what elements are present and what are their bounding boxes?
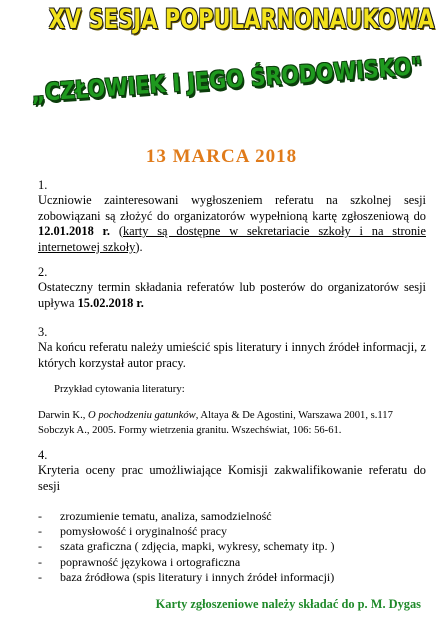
section-text: Uczniowie zainteresowani wygłoszeniem referatu na szkolnej sesji zobowiązani są złożyć do organizatorów wypełnioną kartę zgłoszeniową do	[38, 193, 426, 223]
citation-example-title: Przykład cytowania literatury:	[54, 383, 185, 395]
list-item: - baza źródłowa (spis literatury i innych źródeł informacji)	[38, 570, 334, 585]
criteria-list	[38, 509, 334, 585]
availability-note: karty są dostępne w sekretariacie szkoły i na stronie internetowej szkoły	[38, 224, 426, 254]
section-text: Kryteria oceny prac umożliwiające Komisji zakwalifikowanie referatu do sesji	[38, 463, 426, 493]
section-3	[38, 325, 426, 371]
section-number: 1.	[38, 178, 48, 192]
section-number: 3.	[38, 325, 48, 339]
event-title: XV SESJA POPULARNONAUKOWA	[48, 4, 435, 35]
citation-2: Sobczyk A., 2005. Formy wietrzenia granitu. Wszechświat, 106: 56-61.	[38, 425, 342, 436]
citation-1: Darwin K., O pochodzeniu gatunków, Altaya & De Agostini, Warszawa 2001, s.117	[38, 410, 393, 421]
event-date: 13 MARCA 2018	[145, 146, 298, 167]
section-number: 2.	[38, 265, 48, 279]
section-number: 4.	[38, 448, 48, 462]
citation-examples	[38, 408, 438, 438]
list-item: - szata graficzna ( zdjęcia, mapki, wykresy, schematy itp. )	[38, 539, 334, 554]
list-item: - poprawność językowa i ortograficzna	[38, 555, 334, 570]
deadline-date: 12.01.2018 r.	[38, 224, 111, 239]
section-2	[38, 265, 426, 311]
list-item: - zrozumienie tematu, analiza, samodzielność	[38, 509, 334, 524]
deadline-date: 15.02.2018 r.	[77, 295, 144, 310]
event-subtitle: „CZŁOWIEK I JEGO ŚRODOWISKO"	[30, 52, 423, 108]
section-1: 1. Uczniowie zainteresowani wygłoszeniem referatu na szkolnej sesji zobowiązani są złożyć do organizatorów wypełnioną kartę zgłoszeniową do 12.01.2018 r. (karty są dostępne w sekretariacie szkoły i na stronie internetowej szkoły).	[38, 178, 426, 254]
book-title: O pochodzeniu gatunków	[88, 410, 196, 421]
list-item: - pomysłowość i oryginalność pracy	[38, 524, 334, 539]
section-4	[38, 448, 426, 494]
footer-note: Karty zgłoszeniowe należy składać do p. M. Dygas	[155, 597, 421, 611]
section-text: Na końcu referatu należy umieścić spis literatury i innych źródeł informacji, z których korzystał autor pracy.	[38, 340, 426, 370]
section-text: Ostateczny termin składania referatów lub posterów do organizatorów sesji upływa	[38, 280, 426, 310]
